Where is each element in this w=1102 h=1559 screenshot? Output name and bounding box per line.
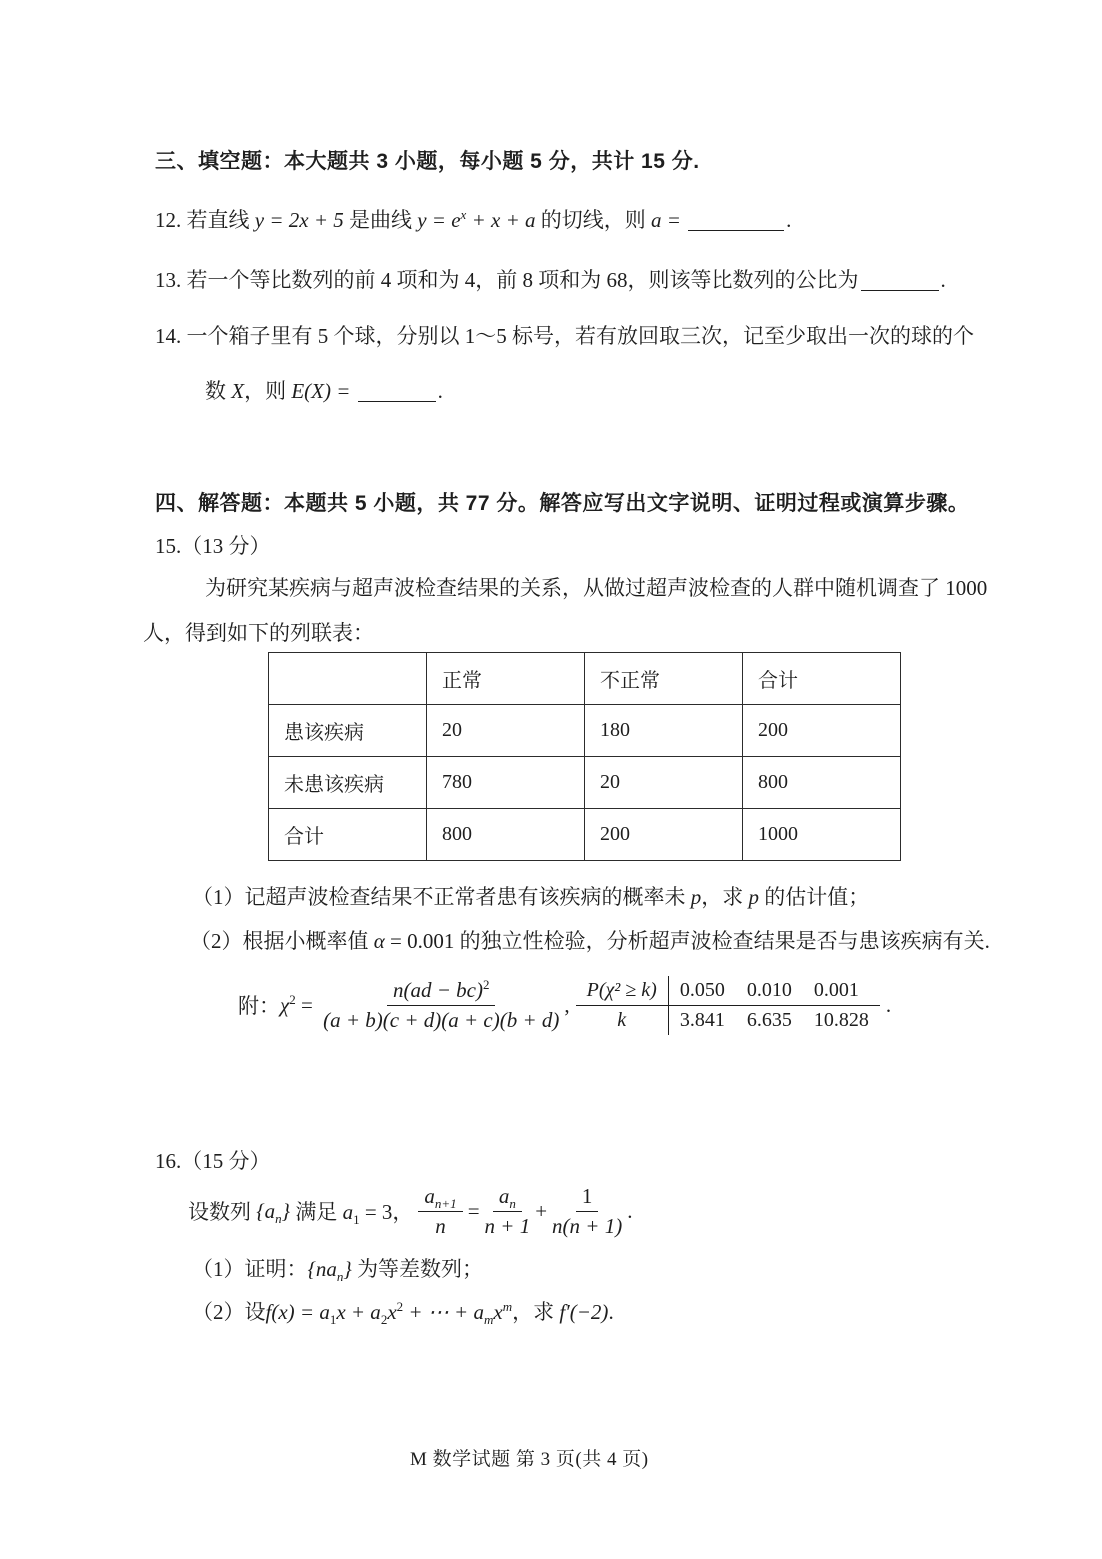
superscript: x (460, 207, 467, 222)
table-cell: 正常 (427, 653, 585, 705)
recurrence-fraction-right (552, 1183, 622, 1239)
text: 满足 (290, 1200, 343, 1224)
question-number: 13. (155, 268, 187, 292)
footer-page-number: M 数学试题 第 3 页(共 4 页) (410, 1449, 649, 1470)
question-15-number: 15.（13 分） (155, 534, 271, 558)
math: f′(−2) (559, 1300, 609, 1324)
text: ，求 (701, 885, 749, 909)
question-15-paragraph-2: 人，得到如下的列联表： (143, 621, 374, 645)
math: X (231, 379, 245, 403)
chi-square-fraction (323, 977, 559, 1033)
math: + x + a (466, 208, 536, 232)
answer-blank (688, 225, 784, 231)
fraction-numerator (418, 1183, 462, 1211)
text: 的估计值； (759, 885, 870, 909)
comma: , (564, 992, 570, 1017)
math: + ⋯ + a (403, 1300, 484, 1324)
text: 数 (205, 379, 232, 403)
section-4-heading: 四、解答题：本题共 5 小题，共 77 分。解答应写出文字说明、证明过程或演算步骤。 (155, 492, 970, 515)
table-cell: 200 (585, 809, 743, 861)
question-16-part-1 (192, 1256, 483, 1283)
table-cell: 20 (427, 705, 585, 757)
math: } (281, 1198, 291, 1223)
table-cell: 800 (427, 809, 585, 861)
table-cell: 180 (585, 705, 743, 757)
fraction-numerator (387, 977, 495, 1005)
table-cell: 10.828 (813, 1008, 869, 1031)
fraction-denominator: n + 1 (484, 1213, 531, 1238)
text: 一个箱子里有 5 个球，分别以 1～5 标号，若有放回取三次，记至少取出一次的球的个 (186, 324, 974, 348)
text: 的切线，则 (535, 208, 651, 232)
part-label: （1） (192, 885, 245, 909)
question-14-line-1 (155, 323, 974, 350)
text: ，则 (244, 379, 292, 403)
fraction-denominator: n (435, 1213, 446, 1238)
recurrence-fraction-middle (485, 1183, 531, 1239)
math: y = e (417, 208, 461, 232)
contingency-table (268, 652, 901, 861)
table-header-row (269, 653, 901, 705)
math: {a (256, 1198, 276, 1223)
text: 设数列 (188, 1200, 257, 1224)
math: {na (307, 1257, 337, 1281)
superscript: 2 (289, 991, 296, 1007)
math: χ (280, 992, 290, 1017)
table-cell: 1000 (743, 809, 901, 861)
text: 记超声波检查结果不正常者患有该疾病的概率未 (244, 885, 691, 909)
text: 若一个等比数列的前 4 项和为 4，前 8 项和为 68，则该等比数列的公比为 (186, 268, 859, 292)
superscript: 2 (396, 1299, 404, 1314)
math: y = 2x + 5 (254, 208, 344, 232)
text: ，求 (512, 1300, 560, 1324)
subscript: 1 (353, 1212, 360, 1228)
critical-values-table (576, 976, 880, 1035)
math: α (373, 929, 385, 953)
question-14-line-2 (205, 378, 443, 405)
math: a (498, 1184, 510, 1209)
math: E(X) = (291, 379, 356, 403)
appendix-label: 附： (238, 994, 280, 1018)
math: p (690, 885, 702, 909)
section-3-heading: 三、填空题：本大题共 3 小题，每小题 5 分，共计 15 分. (155, 150, 700, 173)
math: x + a (336, 1300, 381, 1324)
table-cell: 800 (743, 757, 901, 809)
text: . (437, 379, 443, 403)
table-cell: 合计 (269, 809, 427, 861)
part-label: （2） (190, 929, 243, 953)
math: n(ad − bc) (392, 978, 483, 1003)
text: 证明： (244, 1257, 308, 1281)
text: . (940, 268, 946, 292)
recurrence-fraction-left (418, 1183, 462, 1239)
text: 若直线 (186, 208, 255, 232)
text: 为等差数列； (351, 1257, 484, 1281)
table-cell: 20 (585, 757, 743, 809)
initial-term (343, 1196, 414, 1226)
table-cell: 0.001 (803, 976, 880, 1006)
answer-blank (861, 285, 939, 291)
question-15-paragraph-1: 为研究某疾病与超声波检查结果的关系，从做过超声波检查的人群中随机调查了 1000 (205, 576, 988, 600)
table-cell (269, 653, 427, 705)
subscript: 1 (329, 1312, 337, 1328)
superscript: 2 (482, 977, 490, 993)
text: 设 (244, 1300, 266, 1324)
subscript: n (336, 1269, 344, 1285)
answer-blank (358, 396, 436, 402)
superscript: m (502, 1299, 513, 1314)
period: . (627, 1198, 633, 1223)
math: } (343, 1257, 352, 1281)
subscript: n+1 (434, 1196, 457, 1212)
chi-square-symbol (280, 993, 296, 1018)
subscript: m (483, 1312, 494, 1328)
question-12 (155, 207, 791, 234)
table-cell: 未患该疾病 (269, 757, 427, 809)
plus-sign: + (535, 1198, 548, 1223)
text: 是曲线 (343, 208, 418, 232)
sequence-notation (256, 1199, 290, 1224)
math: p (748, 885, 759, 909)
table-row (269, 757, 901, 809)
subscript: n (509, 1196, 516, 1212)
table-row (269, 705, 901, 757)
math: a (424, 1184, 435, 1209)
fraction-numerator (493, 1183, 522, 1211)
table-cell: 患该疾病 (269, 705, 427, 757)
question-16-part-2 (192, 1299, 614, 1326)
table-cell: 0.010 (736, 976, 803, 1006)
math: x (493, 1300, 503, 1324)
question-number: 14. (155, 324, 187, 348)
part-label: （1） (192, 1257, 245, 1281)
equals-sign: = (295, 992, 319, 1017)
table-cell: 0.050 (668, 976, 736, 1006)
equals-sign: = (467, 1198, 480, 1223)
table-row (269, 809, 901, 861)
table-cell: 合计 (743, 653, 901, 705)
text: = 0.001 的独立性检验，分析超声波检查结果是否与患该疾病有关. (384, 929, 990, 953)
question-13 (155, 267, 946, 294)
text: 根据小概率值 (242, 929, 374, 953)
question-number: 12. (155, 208, 187, 232)
fraction-numerator: 1 (576, 1183, 599, 1211)
math: a (342, 1200, 354, 1224)
fraction-denominator: (a + b)(c + d)(a + c)(b + d) (323, 1007, 560, 1032)
subscript: n (275, 1210, 282, 1226)
period: . (885, 992, 892, 1017)
table-cell: 780 (427, 757, 585, 809)
fraction-denominator: n(n + 1) (552, 1213, 623, 1238)
question-16-intro (188, 1178, 632, 1244)
table-cell: P(χ² ≥ k) (576, 976, 669, 1006)
math: f(x) = a (265, 1300, 330, 1324)
part-label: （2） (192, 1300, 245, 1324)
chi-square-appendix (238, 972, 891, 1038)
table-row (576, 976, 880, 1006)
table-row (576, 1005, 880, 1035)
subscript: 2 (380, 1312, 388, 1328)
table-cell: 3.841 (679, 1008, 725, 1031)
math: = 3， (359, 1200, 414, 1224)
question-15-part-1 (192, 884, 869, 911)
table-cell: 6.635 (746, 1008, 792, 1031)
table-cell: 200 (743, 705, 901, 757)
text: . (786, 208, 792, 232)
period: . (608, 1300, 614, 1324)
table-cell: k (576, 1005, 669, 1035)
math: a = (651, 208, 687, 232)
table-cell: 不正常 (585, 653, 743, 705)
question-15-part-2 (190, 928, 990, 955)
math: x (387, 1300, 397, 1324)
question-16-number: 16.（15 分） (155, 1149, 271, 1173)
